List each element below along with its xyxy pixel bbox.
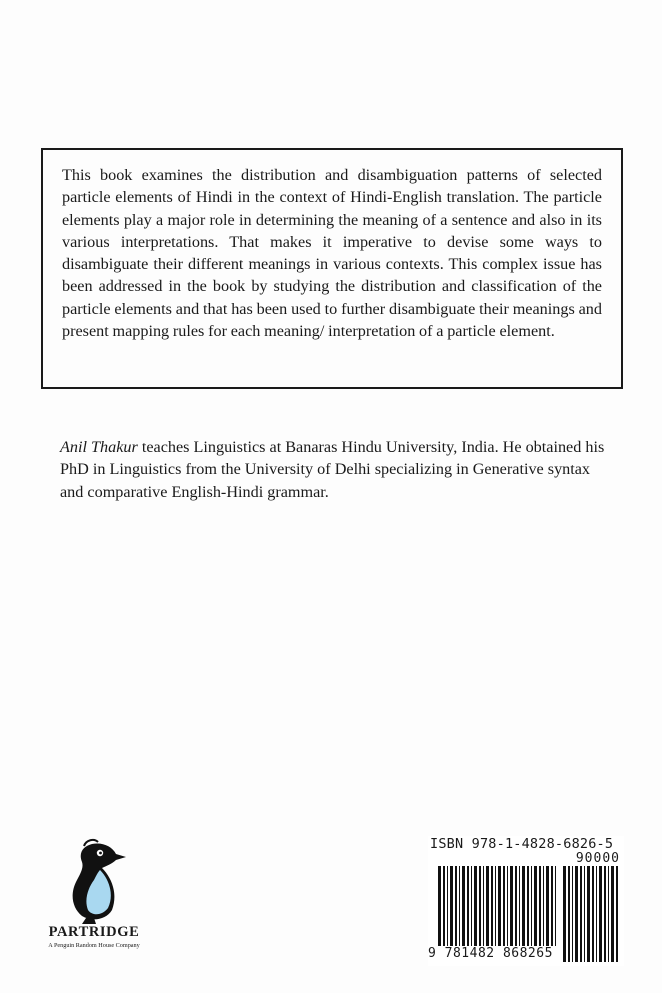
publisher-tagline: A Penguin Random House Company	[48, 942, 140, 949]
barcode-bar	[604, 866, 606, 962]
barcode-digits: 9 781482 868265	[428, 946, 553, 961]
barcode-bar	[471, 866, 472, 946]
barcode-bar	[515, 866, 517, 946]
barcode-bar	[551, 866, 553, 946]
barcode-bar	[498, 866, 501, 946]
barcode-bar	[616, 866, 618, 962]
barcode-bar	[486, 866, 489, 946]
isbn-barcode	[428, 836, 624, 966]
barcode-bar	[599, 866, 602, 962]
barcode-bar	[592, 866, 594, 962]
barcode-bar	[455, 866, 457, 946]
barcode-bar	[459, 866, 460, 946]
barcode-bar	[563, 866, 566, 962]
barcode-bar	[519, 866, 520, 946]
blurb-text: This book examines the distribution and disambiguation patterns of selected particle elements of Hindi in the context of Hindi-English translation. The particle elements play a major role in determining the meaning of a sentence and also in its various interpretations. That makes it imperative to devise some ways to disambiguate their different meanings in various contexts. This complex issue has been addressed in the book by studying the distribution and classification of the particle elements and that has been used to further disambiguate their meanings and present mapping rules for each meaning/ interpretation of a particle element.	[62, 166, 602, 341]
barcode-bar	[510, 866, 513, 946]
barcode-bar	[546, 866, 549, 946]
barcode-bar	[575, 866, 578, 962]
barcode-bar	[503, 866, 505, 946]
barcode-bar	[596, 866, 597, 962]
barcode-main-bars	[438, 866, 558, 946]
barcode-addon-bars	[563, 866, 619, 962]
barcode-bar	[495, 866, 496, 946]
barcode-bar	[474, 866, 477, 946]
barcode-bar	[438, 866, 441, 946]
barcode-bar	[580, 866, 582, 962]
barcode-bar	[467, 866, 469, 946]
barcode-bar	[443, 866, 445, 946]
barcode-bar	[462, 866, 465, 946]
barcode-bar	[491, 866, 493, 946]
barcode-bar	[568, 866, 570, 962]
barcode-bar	[447, 866, 448, 946]
barcode-bar	[531, 866, 532, 946]
barcode-bar	[608, 866, 609, 962]
price-code: 90000	[575, 851, 620, 866]
penguin-logo-icon	[62, 838, 126, 924]
barcode-bar	[479, 866, 481, 946]
publisher-name: PARTRIDGE	[48, 924, 140, 940]
blurb-box	[41, 148, 623, 389]
author-bio-text: teaches Linguistics at Banaras Hindu University, India. He obtained his PhD in Linguistics from the University of Delhi specializing in Generative syntax and comparative English-Hindi grammar.	[60, 438, 605, 501]
barcode-bar	[555, 866, 556, 946]
author-bio	[60, 436, 608, 503]
barcode-bar	[611, 866, 614, 962]
publisher-logo	[38, 838, 150, 958]
author-name: Anil Thakur	[60, 438, 138, 456]
barcode-bar	[527, 866, 529, 946]
barcode-bar	[539, 866, 541, 946]
barcode-bar	[522, 866, 525, 946]
barcode-bar	[450, 866, 453, 946]
barcode-bar	[584, 866, 585, 962]
barcode-bar	[483, 866, 484, 946]
barcode-bar	[572, 866, 573, 962]
barcode-bar	[543, 866, 544, 946]
barcode-bar	[507, 866, 508, 946]
barcode-bar	[587, 866, 590, 962]
barcode-bar	[534, 866, 537, 946]
isbn-label: ISBN 978-1-4828-6826-5	[430, 836, 614, 852]
